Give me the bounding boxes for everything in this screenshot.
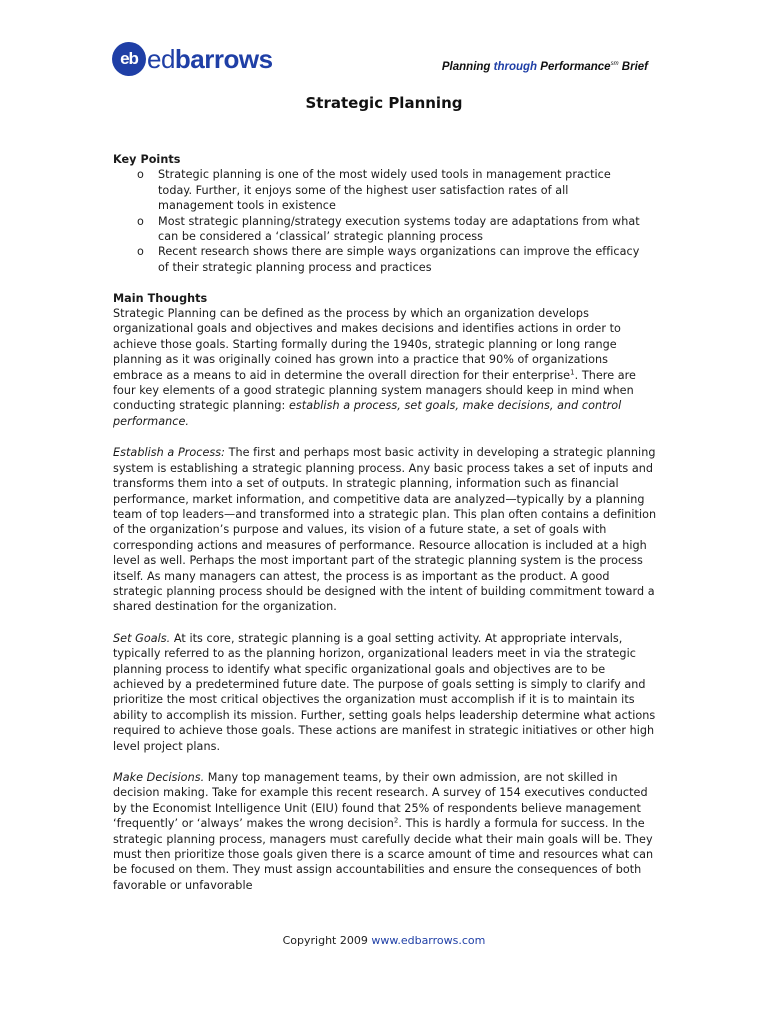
- copyright-text: Copyright 2009: [282, 934, 372, 947]
- brief-tagline: [442, 61, 648, 73]
- brief-servicemark: sm: [610, 61, 619, 68]
- footnote-marker: 1: [570, 367, 575, 376]
- logo-prefix: ed: [147, 44, 175, 74]
- paragraph-establish-process: [113, 445, 657, 614]
- brief-text-2: Performance: [537, 61, 611, 73]
- paragraph-text: . There are four key elements of a good strategic planning system managers should keep in mind when conducting strategic planning:: [113, 368, 636, 413]
- page-footer: [0, 934, 768, 947]
- bullet-icon: o: [137, 214, 144, 228]
- brief-text-3: Brief: [618, 61, 648, 73]
- bullet-icon: o: [137, 168, 144, 182]
- logo-wordmark: [147, 42, 273, 76]
- document-body: [113, 152, 657, 893]
- brief-accent: through: [493, 61, 538, 73]
- paragraph-text: Strategic Planning can be defined as the process by which an organization develops organizational goals and objectives and makes decisions and identifies actions in order to achieve those goals. Starting formally during the 1940s, strategic planning or long range planning as it was originally coined has grown into a practice that 90% of organizations embrace as a means to aid in determine the overall direction for their enterprise: [113, 307, 621, 382]
- list-item-text: Strategic planning is one of the most widely used tools in management practice today. Further, it enjoys some of the highest user satisfaction rates of all management tools in existence: [158, 168, 611, 213]
- main-thoughts-heading: Main Thoughts: [113, 291, 208, 305]
- paragraph-text: At its core, strategic planning is a goal setting activity. At appropriate intervals, typically referred to as the planning horizon, organizational leaders meet in via the strategic planning process to identify what specific organizational goals and objectives are to be achieved by a predetermined future date. The purpose of goals setting is simply to clarify and prioritize the most critical objectives the organization must accomplish if it is to maintain its ability to accomplish its mission. Further, setting goals helps leadership determine what actions required to achieve those goals. These actions are manifest in strategic initiatives or other high level project plans.: [113, 631, 656, 753]
- paragraph-label: Set Goals.: [113, 631, 171, 645]
- list-item-text: Recent research shows there are simple ways organizations can improve the efficacy of their strategic planning process and practices: [158, 245, 640, 274]
- paragraph-label: Make Decisions.: [113, 771, 205, 785]
- list-item: [113, 214, 657, 245]
- footnote-marker: 2: [393, 816, 399, 825]
- brief-text-1: Planning: [441, 61, 494, 73]
- logo-mark: eb: [112, 42, 146, 76]
- logo-bold: barrows: [174, 44, 273, 74]
- list-item: [113, 167, 657, 213]
- paragraph-text: . This is hardly a formula for success. In the strategic planning process, managers must carefully decide what their main goals will be. They must then prioritize those goals given there is a scarce amount of time and resources what can be focused on them. They must assign accountabilities and ensure the consequences of both favorable or unfavorable: [113, 817, 654, 892]
- key-points-list: [113, 167, 657, 275]
- paragraph-definition: [113, 306, 657, 429]
- paragraph-make-decisions: [113, 770, 657, 893]
- paragraph-set-goals: [113, 631, 657, 754]
- paragraph-emphasis: establish a process, set goals, make decisions, and control performance.: [113, 399, 622, 428]
- paragraph-text: Many top management teams, by their own admission, are not skilled in decision making. Take for example this recent research. A survey of 154 executives conducted by the Economist Intelligence Unit (EIU) found that 25% of respondents believe management ‘frequently’ or ‘always’ makes the wrong decision: [113, 771, 648, 831]
- list-item-text: Most strategic planning/strategy execution systems today are adaptations from what can be considered a ‘classical’ strategic planning process: [158, 214, 640, 244]
- list-item: [113, 244, 657, 275]
- company-logo: [112, 42, 273, 76]
- paragraph-label: Establish a Process:: [113, 446, 225, 460]
- paragraph-text: The first and perhaps most basic activity in developing a strategic planning system is establishing a strategic planning process. Any basic process takes a set of inputs and transforms them into a set of outputs. In strategic planning, information such as financial performance, market information, and competitive data are analyzed—typically by a planning team of top leaders—and transformed into a strategic plan. This plan often contains a definition of the organization’s purpose and values, its vision of a future state, a set of goals with corresponding actions and measures of performance. Resource allocation is included at a high level as well. Perhaps the most important part of the strategic planning system is the process itself. As many managers can attest, the process is as important as the product. A good strategic planning process should be designed with the intent of building commitment toward a shared destination for the organization.: [113, 446, 657, 614]
- key-points-heading: Key Points: [113, 153, 181, 166]
- website-link[interactable]: www.edbarrows.com: [371, 934, 486, 947]
- bullet-icon: o: [137, 245, 144, 259]
- page-title: Strategic Planning: [305, 94, 463, 112]
